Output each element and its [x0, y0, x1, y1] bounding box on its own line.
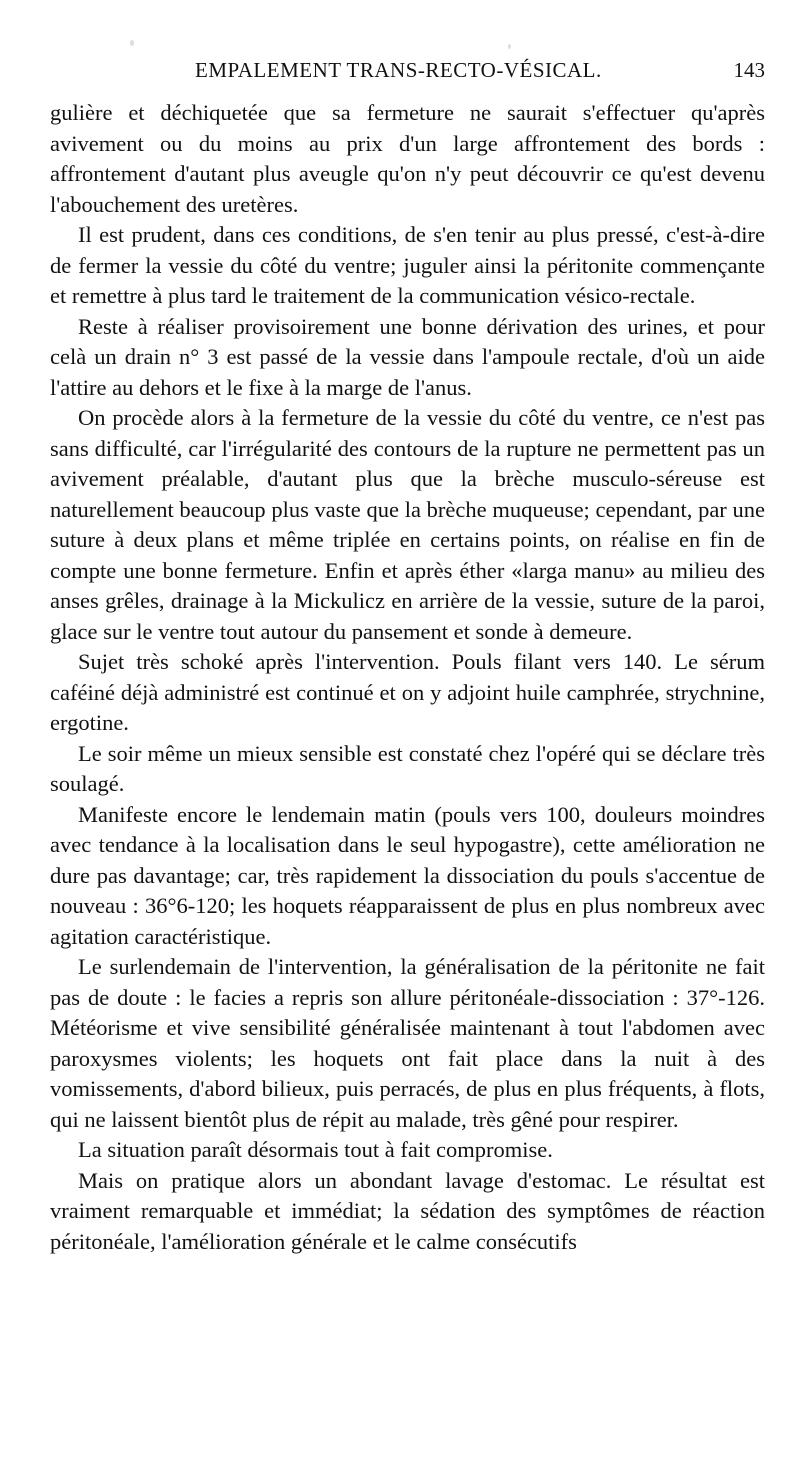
body-text: [50, 98, 765, 1257]
page-header: [150, 58, 770, 90]
paragraph: Reste à réaliser provisoirement une bonne dérivation des urines, et pour celà un drain n° 3 est passé de la vessie dans l'ampoule rectale, d'où un aide l'attire au dehors et le fixe à la marge de l'anus.: [50, 313, 765, 400]
paragraph: Le soir même un mieux sensible est constaté chez l'opéré qui se déclare très soulagé.: [50, 740, 765, 796]
paragraph: gulière et déchiquetée que sa fermeture ne saurait s'effectuer qu'après avivement ou du moins au prix d'un large affrontement des bords : affrontement d'autant plus aveugle qu'on n'y peut découvrir ce qu'est devenu l'abouchement des uretères.: [50, 100, 765, 217]
ink-smudge: [508, 44, 511, 49]
paragraph: Il est prudent, dans ces conditions, de s'en tenir au plus pressé, c'est-à-dire de fermer la vessie du côté du ventre; juguler ainsi la péritonite commençante et remettre à plus tard le traitement de la communication vésico-rectale.: [50, 222, 765, 308]
paragraph: La situation paraît désormais tout à fait compromise.: [78, 1137, 553, 1162]
paragraph: Mais on pratique alors un abondant lavage d'estomac. Le résultat est vraiment remarquable et immédiat; la sédation des symptômes de réaction péritonéale, l'amélioration générale et le calme consécutifs: [50, 1167, 765, 1254]
paragraph: Manifeste encore le lendemain matin (pouls vers 100, douleurs moindres avec tendance à la localisation dans le seul hypogastre), cette amélioration ne dure pas davantage; car, très rapidement la dissociation du pouls s'accentue de nouveau : 36°6-120; les hoquets réapparaissent de plus en plus nombreux avec agitation caractéristique.: [50, 801, 765, 949]
paragraph: Sujet très schoké après l'intervention. Pouls filant vers 140. Le sérum caféiné déjà administré est continué et on y adjoint huile camphrée, strychnine, ergotine.: [50, 649, 765, 735]
paragraph: On procède alors à la fermeture de la vessie du côté du ventre, ce n'est pas sans difficulté, car l'irrégularité des contours de la rupture ne permettent pas un avivement préalable, d'autant plus que la brèche musculo-séreuse est naturellement beaucoup plus vaste que la brèche muqueuse; cependant, par une suture à deux plans et même triplée en certains points, on réalise en fin de compte une bonne fermeture. Enfin et après éther «larga manu» au milieu des anses grêles, drainage à la Mickulicz en arrière de la vessie, suture de la paroi, glace sur le ventre tout autour du pansement et sonde à demeure.: [50, 405, 765, 644]
running-head: EMPALEMENT TRANS-RECTO-VÉSICAL.: [195, 58, 602, 82]
ink-smudge: [130, 40, 134, 46]
paragraph: Le surlendemain de l'intervention, la généralisation de la péritonite ne fait pas de doute : le facies a repris son allure péritonéale-dissociation : 37°-126. Météorisme et vive sensibilité généralisée maintenant à tout l'abdomen avec paroxysmes violents; les hoquets ont fait place dans la nuit à des vomissements, d'abord bilieux, puis perracés, de plus en plus fréquents, à flots, qui ne laissent bientôt plus de répit au malade, très gêné pour respirer.: [50, 954, 765, 1132]
page-number: 143: [733, 58, 765, 82]
